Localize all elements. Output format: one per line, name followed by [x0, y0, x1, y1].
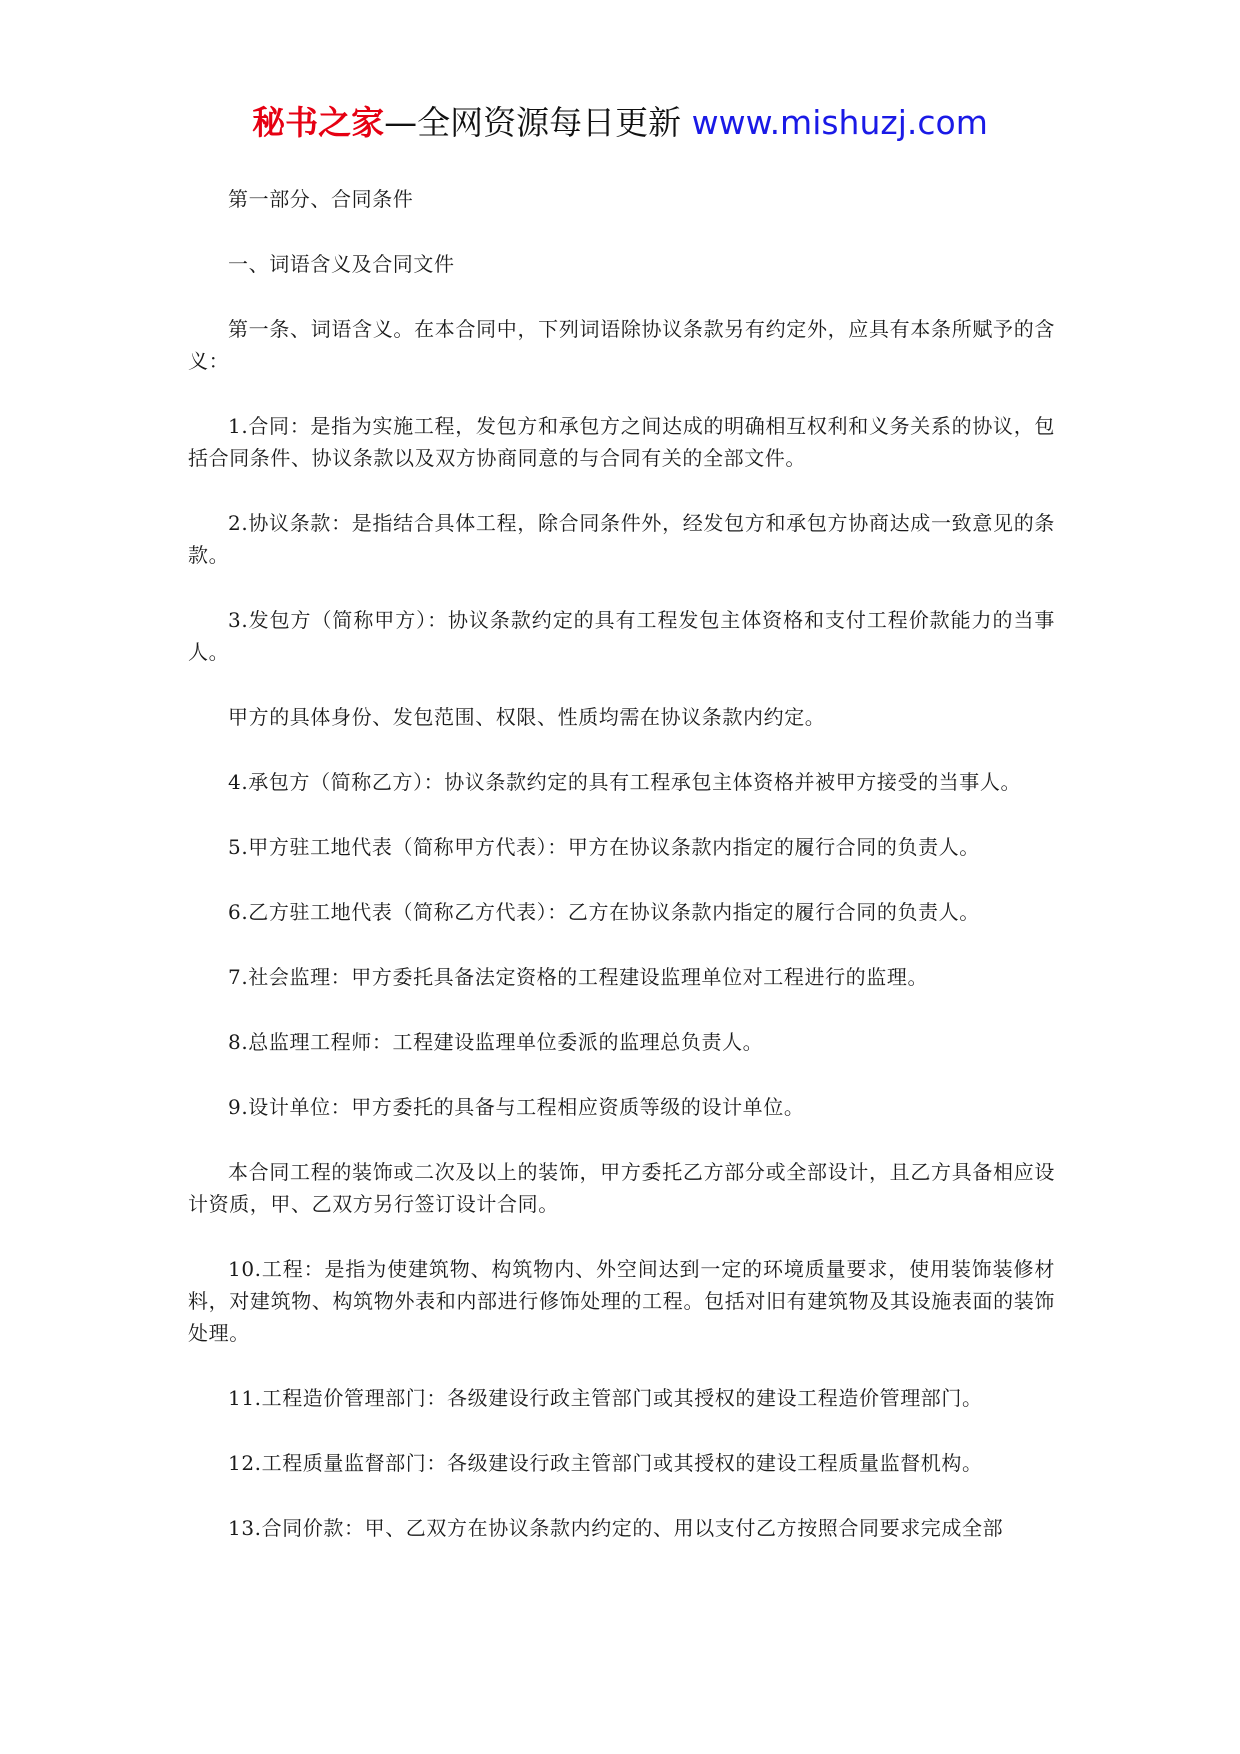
site-banner: [0, 100, 1240, 146]
section-heading: 第一部分、合同条件: [228, 187, 414, 211]
paragraph: 10.工程：是指为使建筑物、构筑物内、外空间达到一定的环境质量要求，使用装饰装修材料，对建筑物、构筑物外表和内部进行修饰处理的工程。包括对旧有建筑物及其设施表面的装饰处理。: [188, 1257, 1055, 1345]
paragraph: 3.发包方（简称甲方）：协议条款约定的具有工程发包主体资格和支付工程价款能力的当事人。: [188, 608, 1055, 664]
paragraph: 4.承包方（简称乙方）：协议条款约定的具有工程承包主体资格并被甲方接受的当事人。: [228, 770, 1022, 794]
paragraph: 8.总监理工程师：工程建设监理单位委派的监理总负责人。: [228, 1030, 764, 1054]
subsection-heading: 一、词语含义及合同文件: [228, 252, 455, 276]
document-body: [188, 183, 1055, 1577]
paragraph: 1.合同：是指为实施工程，发包方和承包方之间达成的明确相互权利和义务关系的协议，包括合同条件、协议条款以及双方协商同意的与合同有关的全部文件。: [188, 414, 1055, 470]
paragraph: 2.协议条款：是指结合具体工程，除合同条件外，经发包方和承包方协商达成一致意见的条款。: [188, 511, 1055, 567]
paragraph: 5.甲方驻工地代表（简称甲方代表）：甲方在协议条款内指定的履行合同的负责人。: [228, 835, 980, 859]
paragraph: 12.工程质量监督部门：各级建设行政主管部门或其授权的建设工程质量监督机构。: [228, 1451, 983, 1475]
paragraph: 第一条、词语含义。在本合同中，下列词语除协议条款另有约定外，应具有本条所赋予的含义：: [188, 317, 1055, 373]
paragraph: 本合同工程的装饰或二次及以上的装饰，甲方委托乙方部分或全部设计，且乙方具备相应设计资质，甲、乙双方另行签订设计合同。: [188, 1160, 1055, 1216]
banner-url-link[interactable]: www.mishuzj.com: [691, 103, 988, 142]
paragraph: 甲方的具体身份、发包范围、权限、性质均需在协议条款内约定。: [228, 705, 826, 729]
paragraph: 13.合同价款：甲、乙双方在协议条款内约定的、用以支付乙方按照合同要求完成全部: [228, 1516, 1004, 1540]
paragraph: 6.乙方驻工地代表（简称乙方代表）：乙方在协议条款内指定的履行合同的负责人。: [228, 900, 980, 924]
paragraph: 9.设计单位：甲方委托的具备与工程相应资质等级的设计单位。: [228, 1095, 805, 1119]
paragraph: 11.工程造价管理部门：各级建设行政主管部门或其授权的建设工程造价管理部门。: [228, 1386, 983, 1410]
banner-slogan: —全网资源每日更新: [384, 103, 692, 142]
paragraph: 7.社会监理：甲方委托具备法定资格的工程建设监理单位对工程进行的监理。: [228, 965, 929, 989]
banner-brand: 秘书之家: [252, 103, 385, 142]
